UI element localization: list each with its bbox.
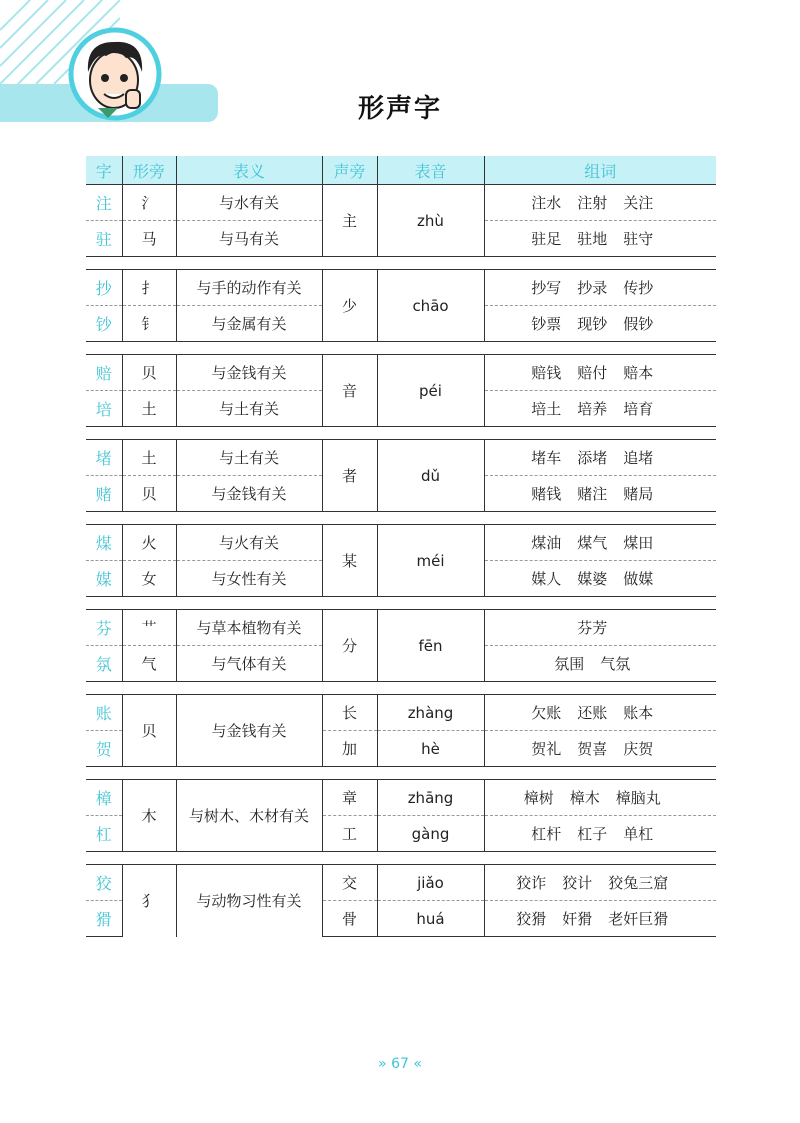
char-cell: 赔 (86, 355, 122, 391)
pinyin-cell: méi (377, 525, 484, 597)
word-item: 赔本 (623, 364, 654, 382)
table-row (86, 355, 716, 391)
word-item: 贺喜 (577, 740, 608, 758)
shengpang-cell: 者 (322, 440, 377, 512)
words-cell (484, 476, 716, 512)
word-item: 培土 (531, 400, 562, 418)
words-cell (484, 355, 716, 391)
separator-cell (86, 257, 716, 270)
word-item: 狡猾 (516, 910, 547, 928)
header-sound: 表音 (377, 156, 484, 185)
words-cell (484, 270, 716, 306)
page-number-value: 67 (391, 1056, 409, 1072)
meaning-cell: 与手的动作有关 (176, 270, 322, 306)
word-item: 煤田 (623, 534, 654, 552)
char-cell: 堵 (86, 440, 122, 476)
table-header-row (86, 156, 716, 185)
meaning-cell: 与草本植物有关 (176, 610, 322, 646)
header-xingpang: 形旁 (122, 156, 176, 185)
xingpang-cell: 木 (122, 780, 176, 852)
word-item: 做媒 (623, 570, 654, 588)
word-item: 培养 (577, 400, 608, 418)
page-title: 形声字 (357, 94, 442, 124)
word-item: 假钞 (623, 315, 654, 333)
meaning-cell: 与气体有关 (176, 646, 322, 682)
words-cell (484, 646, 716, 682)
words-cell (484, 391, 716, 427)
meaning-cell: 与火有关 (176, 525, 322, 561)
char-cell: 煤 (86, 525, 122, 561)
page-number (0, 1056, 800, 1072)
word-item: 培育 (623, 400, 654, 418)
pinyin-cell: chāo (377, 270, 484, 342)
word-item: 还账 (577, 704, 608, 722)
char-cell: 杠 (86, 816, 122, 852)
word-item: 赔钱 (531, 364, 562, 382)
group-separator (86, 257, 716, 270)
pinyin-cell: dǔ (377, 440, 484, 512)
char-cell: 注 (86, 185, 122, 221)
pinyin-cell: zhàng (377, 695, 484, 731)
word-item: 狡兔三窟 (608, 874, 669, 892)
table-row (86, 610, 716, 646)
word-item: 煤气 (577, 534, 608, 552)
word-item: 关注 (623, 194, 654, 212)
words-cell (484, 561, 716, 597)
word-item: 赌局 (623, 485, 654, 503)
meaning-cell: 与马有关 (176, 221, 322, 257)
xingpang-cell: 女 (122, 561, 176, 597)
xingpang-cell: 土 (122, 440, 176, 476)
page-number-left-deco: » (378, 1056, 387, 1072)
char-cell: 猾 (86, 901, 122, 937)
word-item: 添堵 (577, 449, 608, 467)
char-cell: 贺 (86, 731, 122, 767)
word-item: 抄写 (531, 279, 562, 297)
word-item: 现钞 (577, 315, 608, 333)
word-item: 气氛 (600, 655, 631, 673)
word-item: 注水 (531, 194, 562, 212)
shengpang-cell: 主 (322, 185, 377, 257)
shengpang-cell: 音 (322, 355, 377, 427)
word-item: 狡计 (562, 874, 593, 892)
word-item: 追堵 (623, 449, 654, 467)
words-cell (484, 731, 716, 767)
word-item: 欠账 (531, 704, 562, 722)
group-separator (86, 597, 716, 610)
word-item: 账本 (623, 704, 654, 722)
separator-cell (86, 682, 716, 695)
xingpang-cell: 贝 (122, 355, 176, 391)
word-item: 氛围 (554, 655, 585, 673)
pinyin-cell: jiǎo (377, 865, 484, 901)
word-item: 樟树 (523, 789, 554, 807)
xingpang-cell: 贝 (122, 695, 176, 767)
word-item: 赌钱 (531, 485, 562, 503)
words-cell (484, 185, 716, 221)
word-item: 驻守 (623, 230, 654, 248)
word-item: 杠子 (577, 825, 608, 843)
shengpang-cell: 长 (322, 695, 377, 731)
xingpang-cell: 火 (122, 525, 176, 561)
table-row (86, 695, 716, 731)
pinyin-cell: gàng (377, 816, 484, 852)
char-cell: 赌 (86, 476, 122, 512)
word-item: 奸猾 (562, 910, 593, 928)
table-row (86, 185, 716, 221)
word-item: 注射 (577, 194, 608, 212)
word-item: 赔付 (577, 364, 608, 382)
words-cell (484, 901, 716, 937)
word-item: 杠杆 (531, 825, 562, 843)
xingpang-cell: 艹 (122, 610, 176, 646)
xingpang-cell: 钅 (122, 306, 176, 342)
group-separator (86, 512, 716, 525)
xingpang-cell: 土 (122, 391, 176, 427)
separator-cell (86, 767, 716, 780)
char-cell: 氛 (86, 646, 122, 682)
group-separator (86, 342, 716, 355)
words-cell (484, 780, 716, 816)
char-cell: 芬 (86, 610, 122, 646)
words-cell (484, 306, 716, 342)
separator-cell (86, 427, 716, 440)
header-meaning: 表义 (176, 156, 322, 185)
word-item: 赌注 (577, 485, 608, 503)
word-item: 樟木 (569, 789, 600, 807)
word-item: 芬芳 (577, 619, 608, 637)
meaning-cell: 与金属有关 (176, 306, 322, 342)
words-cell (484, 610, 716, 646)
pinyin-cell: fēn (377, 610, 484, 682)
word-item: 媒婆 (577, 570, 608, 588)
word-item: 狡诈 (516, 874, 547, 892)
meaning-cell: 与水有关 (176, 185, 322, 221)
table-row (86, 865, 716, 901)
char-cell: 媒 (86, 561, 122, 597)
char-cell: 樟 (86, 780, 122, 816)
separator-cell (86, 597, 716, 610)
shengpang-cell: 分 (322, 610, 377, 682)
pinyin-cell: péi (377, 355, 484, 427)
words-cell (484, 221, 716, 257)
meaning-cell: 与土有关 (176, 440, 322, 476)
shengpang-cell: 加 (322, 731, 377, 767)
shengpang-cell: 工 (322, 816, 377, 852)
xingpang-cell: 氵 (122, 185, 176, 221)
word-item: 老奸巨猾 (608, 910, 669, 928)
pinyin-cell: zhù (377, 185, 484, 257)
word-item: 驻地 (577, 230, 608, 248)
xingpang-cell: 扌 (122, 270, 176, 306)
word-item: 驻足 (531, 230, 562, 248)
group-separator (86, 767, 716, 780)
phonetic-compound-table (86, 156, 716, 937)
xingpang-cell: 马 (122, 221, 176, 257)
word-item: 抄录 (577, 279, 608, 297)
group-separator (86, 852, 716, 865)
header-shengpang: 声旁 (322, 156, 377, 185)
shengpang-cell: 章 (322, 780, 377, 816)
words-cell (484, 865, 716, 901)
words-cell (484, 695, 716, 731)
word-item: 贺礼 (531, 740, 562, 758)
separator-cell (86, 512, 716, 525)
word-item: 钞票 (531, 315, 562, 333)
xingpang-cell: 气 (122, 646, 176, 682)
xingpang-cell: 犭 (122, 865, 176, 937)
group-separator (86, 427, 716, 440)
word-item: 堵车 (531, 449, 562, 467)
table-row (86, 440, 716, 476)
word-item: 单杠 (623, 825, 654, 843)
shengpang-cell: 少 (322, 270, 377, 342)
word-item: 媒人 (531, 570, 562, 588)
word-item: 庆贺 (623, 740, 654, 758)
char-cell: 培 (86, 391, 122, 427)
table-row (86, 780, 716, 816)
word-item: 传抄 (623, 279, 654, 297)
meaning-cell: 与金钱有关 (176, 355, 322, 391)
shengpang-cell: 骨 (322, 901, 377, 937)
char-cell: 驻 (86, 221, 122, 257)
table-row (86, 270, 716, 306)
meaning-cell: 与金钱有关 (176, 695, 322, 767)
header-words: 组词 (484, 156, 716, 185)
group-separator (86, 682, 716, 695)
meaning-cell: 与女性有关 (176, 561, 322, 597)
char-cell: 抄 (86, 270, 122, 306)
page-number-right-deco: « (413, 1056, 422, 1072)
char-cell: 钞 (86, 306, 122, 342)
word-item: 煤油 (531, 534, 562, 552)
words-cell (484, 525, 716, 561)
pinyin-cell: hè (377, 731, 484, 767)
meaning-cell: 与土有关 (176, 391, 322, 427)
xingpang-cell: 贝 (122, 476, 176, 512)
char-cell: 账 (86, 695, 122, 731)
table-row (86, 525, 716, 561)
header-char: 字 (86, 156, 122, 185)
pinyin-cell: zhāng (377, 780, 484, 816)
words-cell (484, 440, 716, 476)
meaning-cell: 与金钱有关 (176, 476, 322, 512)
shengpang-cell: 交 (322, 865, 377, 901)
pinyin-cell: huá (377, 901, 484, 937)
separator-cell (86, 342, 716, 355)
char-cell: 狡 (86, 865, 122, 901)
separator-cell (86, 852, 716, 865)
meaning-cell: 与动物习性有关 (176, 865, 322, 937)
word-item: 樟脑丸 (615, 789, 661, 807)
meaning-cell: 与树木、木材有关 (176, 780, 322, 852)
shengpang-cell: 某 (322, 525, 377, 597)
words-cell (484, 816, 716, 852)
